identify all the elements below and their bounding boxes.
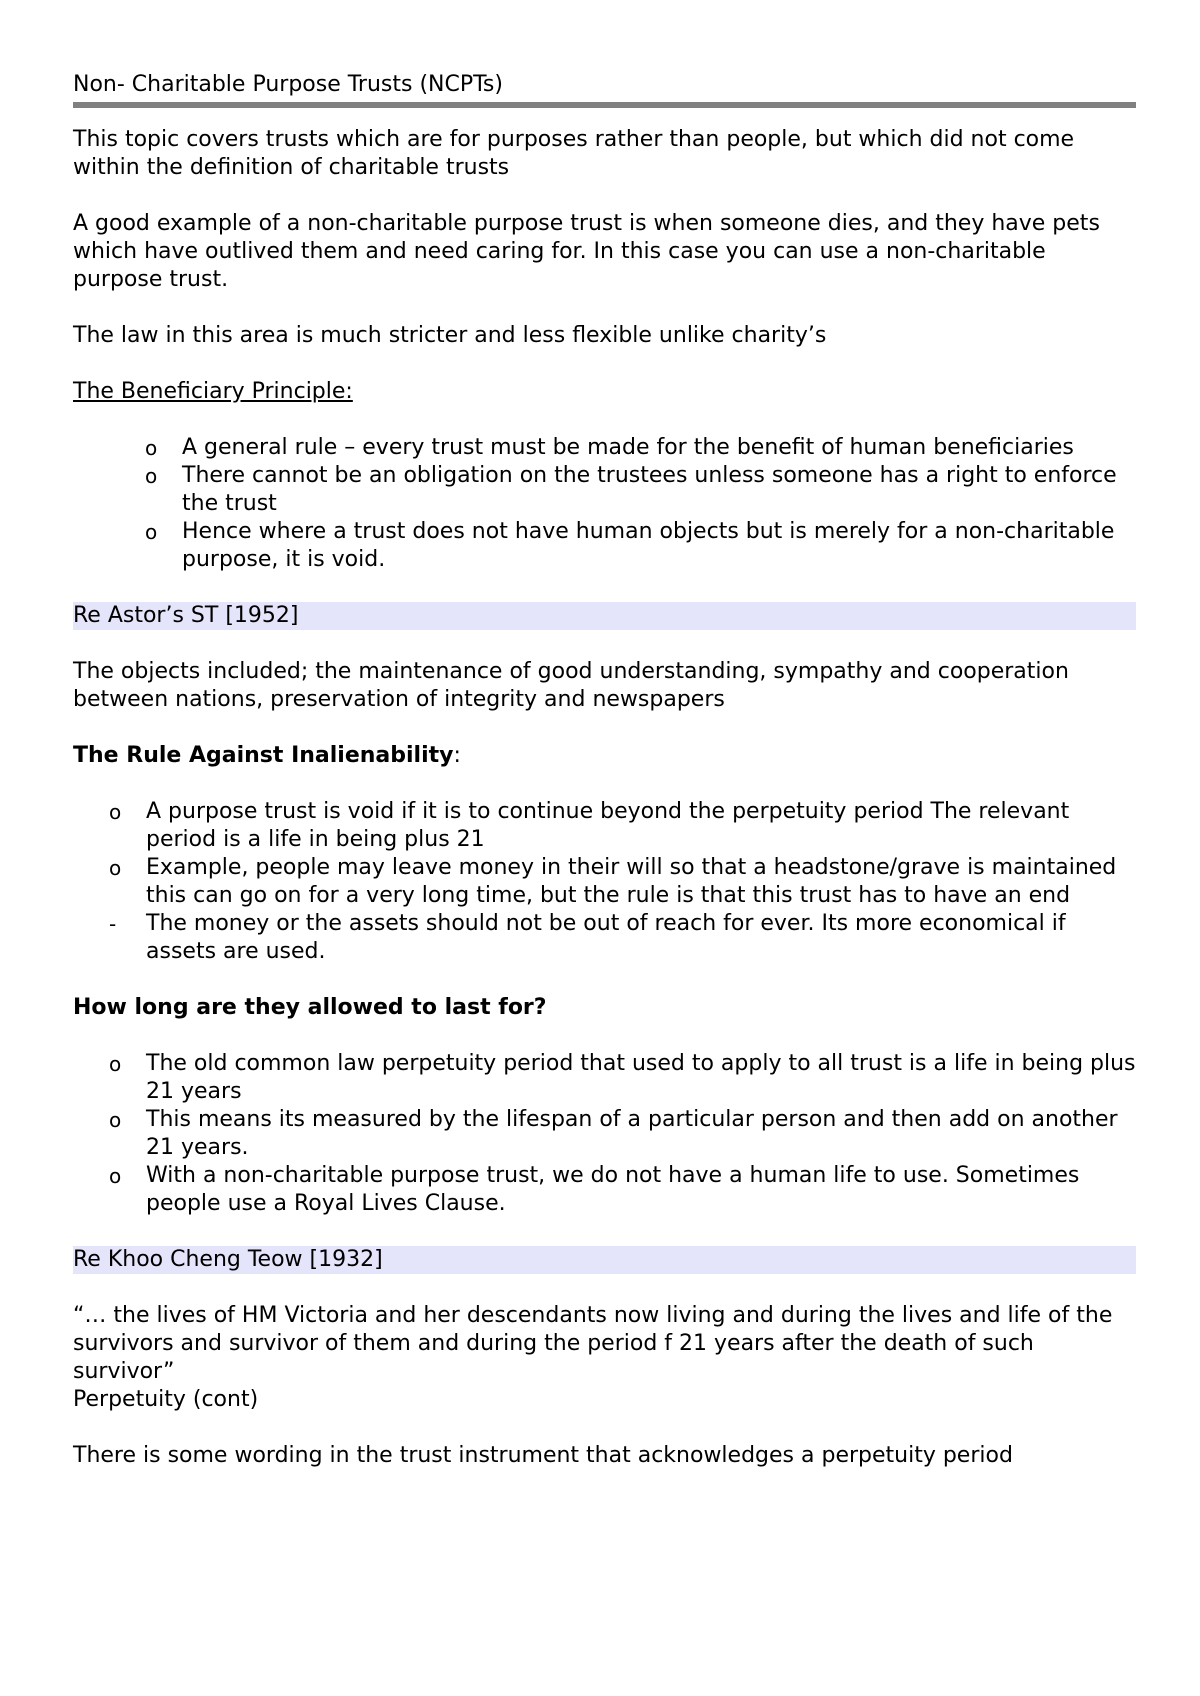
closing-paragraph: There is some wording in the trust instrument that acknowledges a perpetuity period: [73, 1443, 1013, 1468]
list-item-text: Example, people may leave money in their will so that a headstone/grave is maintained this can go on for a very long time, but the rule is that this trust has to have an end: [146, 855, 1117, 908]
title-divider: [73, 102, 1136, 108]
inalienability-heading: The Rule Against Inalienability: [73, 743, 454, 768]
bullet-marker: o: [145, 436, 158, 460]
list-item: [73, 462, 1136, 518]
list-item-text: There cannot be an obligation on the trustees unless someone has a right to enforce the trust: [182, 463, 1117, 516]
case-astor-text: The objects included; the maintenance of good understanding, sympathy and cooperation between nations, preservation of integrity and newspapers: [73, 659, 1069, 712]
bullet-marker: -: [109, 912, 117, 936]
document-title: Non- Charitable Purpose Trusts (NCPTs): [73, 72, 503, 97]
case-heading-khoo: Re Khoo Cheng Teow [1932]: [73, 1246, 1136, 1274]
list-item: [73, 434, 1136, 462]
perpetuity-cont-heading: Perpetuity (cont): [73, 1387, 259, 1412]
inalienability-heading-line: [73, 742, 1136, 770]
list-item: [73, 1050, 1136, 1106]
beneficiary-principle-heading: The Beneficiary Principle:: [73, 379, 353, 404]
bullet-marker: o: [109, 1108, 122, 1132]
bullet-marker: o: [109, 1052, 122, 1076]
list-item: [73, 1106, 1136, 1162]
document-page: [73, 70, 1136, 1470]
list-item-text: The old common law perpetuity period that used to apply to all trust is a life in being plus 21 years: [146, 1051, 1136, 1104]
duration-points-list: [73, 1050, 1136, 1218]
list-item-text: With a non-charitable purpose trust, we do not have a human life to use. Sometimes people use a Royal Lives Clause.: [146, 1163, 1080, 1216]
intro-paragraph-1: This topic covers trusts which are for purposes rather than people, but which did not come within the definition of charitable trusts: [73, 127, 1075, 180]
list-item-text: Hence where a trust does not have human objects but is merely for a non-charitable purpose, it is void.: [182, 519, 1115, 572]
inalienability-colon: :: [453, 743, 461, 768]
list-item-text: A general rule – every trust must be made for the benefit of human beneficiaries: [182, 435, 1074, 460]
case-khoo-quote: “… the lives of HM Victoria and her descendants now living and during the lives and life of the survivors and survivor of them and during the period f 21 years after the death of such survivor”: [73, 1303, 1113, 1384]
list-item: [73, 798, 1136, 854]
list-item: [73, 518, 1136, 574]
list-item-text: A purpose trust is void if it is to continue beyond the perpetuity period The relevant period is a life in being plus 21: [146, 799, 1070, 852]
bullet-marker: o: [109, 1164, 122, 1188]
beneficiary-points-list: [73, 434, 1136, 574]
list-item: [73, 1162, 1136, 1218]
list-item: [73, 910, 1136, 966]
bullet-marker: o: [145, 464, 158, 488]
bullet-marker: o: [109, 856, 122, 880]
intro-paragraph-3: The law in this area is much stricter and less flexible unlike charity’s: [73, 323, 827, 348]
list-item-text: The money or the assets should not be out of reach for ever. Its more economical if assets are used.: [146, 911, 1066, 964]
case-heading-astor: Re Astor’s ST [1952]: [73, 602, 1136, 630]
list-item-text: This means its measured by the lifespan of a particular person and then add on another 21 years.: [146, 1107, 1118, 1160]
intro-paragraph-2: A good example of a non-charitable purpose trust is when someone dies, and they have pets which have outlived them and need caring for. In this case you can use a non-charitable purpose trust.: [73, 211, 1100, 292]
inalienability-points-list: [73, 798, 1136, 966]
duration-heading: How long are they allowed to last for?: [73, 995, 547, 1020]
bullet-marker: o: [145, 520, 158, 544]
list-item: [73, 854, 1136, 910]
bullet-marker: o: [109, 800, 122, 824]
